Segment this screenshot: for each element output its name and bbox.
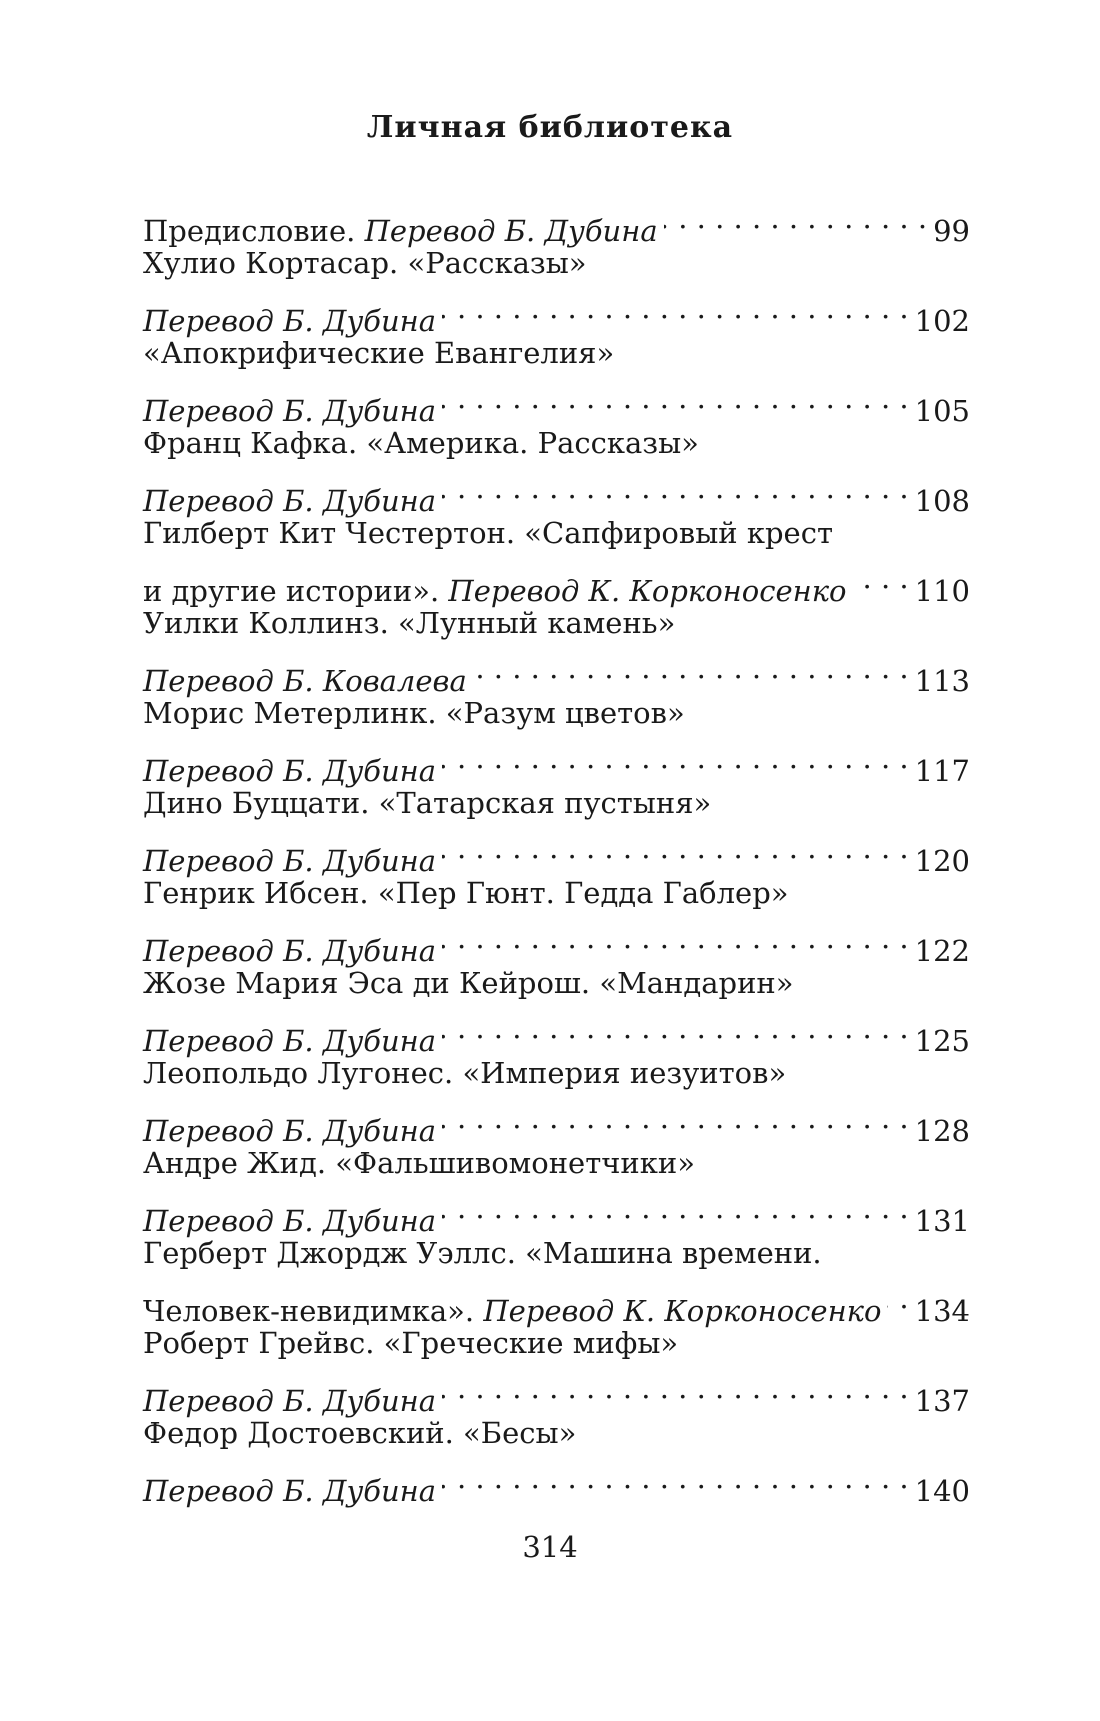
toc-entry-page: 140 — [914, 1474, 970, 1508]
toc-entry-title: Гилберт Кит Честертон. «Сапфировый крест — [143, 516, 833, 550]
toc-entry-translator: Перевод Б. Дубина — [143, 1204, 437, 1238]
toc-entry-title-line — [143, 781, 970, 826]
toc-entry-translator: Перевод Б. Ковалева — [143, 664, 467, 698]
toc-entry-leader-line — [143, 646, 970, 698]
toc-entry-leader-line — [143, 196, 970, 248]
toc-entry — [143, 1051, 970, 1148]
dot-leader — [664, 196, 927, 241]
toc-entry-text: Предисловие. — [143, 214, 356, 248]
toc-entry — [143, 241, 970, 338]
dot-leader — [853, 556, 909, 601]
toc-entry-title: «Апокрифические Евангелия» — [143, 336, 615, 370]
toc-entry-translator: Перевод Б. Дубина — [143, 844, 437, 878]
toc-entry-page: 110 — [914, 574, 970, 608]
dot-leader — [473, 646, 909, 691]
toc-entry — [143, 1321, 970, 1418]
toc-entry-page: 125 — [914, 1024, 970, 1058]
toc-entry-leader-line — [143, 466, 970, 518]
toc-entry — [143, 511, 970, 608]
toc-entry-leader-line — [143, 1096, 970, 1148]
toc-entry — [143, 781, 970, 878]
dot-leader — [887, 1276, 908, 1321]
table-of-contents — [143, 196, 970, 1508]
toc-entry-title: Федор Достоевский. «Бесы» — [143, 1416, 577, 1450]
toc-entry-translator: Перевод Б. Дубина — [143, 484, 437, 518]
toc-entry-translator: Перевод Б. Дубина — [143, 1024, 437, 1058]
toc-entry-translator: Перевод Б. Дубина — [143, 1114, 437, 1148]
toc-entry-title: Морис Метерлинк. «Разум цветов» — [143, 696, 685, 730]
toc-entry-page: 131 — [914, 1204, 970, 1238]
toc-entry — [143, 871, 970, 968]
toc-entry-title-line — [143, 691, 970, 736]
toc-entry-leader-line — [143, 826, 970, 878]
toc-entry-page: 113 — [914, 664, 970, 698]
toc-entry-leader-line — [143, 1006, 970, 1058]
toc-entry-title-line — [143, 331, 970, 376]
toc-entry-page: 105 — [914, 394, 970, 428]
toc-entry-page: 137 — [914, 1384, 970, 1418]
toc-entry-title-line — [143, 421, 970, 466]
toc-entry — [143, 331, 970, 428]
toc-entry-title-line — [143, 1051, 970, 1096]
toc-entry-page: 120 — [914, 844, 970, 878]
toc-entry-page: 122 — [914, 934, 970, 968]
toc-entry-leader-line — [143, 1276, 970, 1328]
toc-entry-leader-line — [143, 1186, 970, 1238]
toc-entry — [143, 421, 970, 518]
toc-entry-leader-line — [143, 736, 970, 788]
page-number: 314 — [522, 1530, 578, 1564]
toc-entry-leader-line — [143, 1456, 970, 1508]
toc-entry-page: 134 — [914, 1294, 970, 1328]
toc-entry-title-line — [143, 871, 970, 916]
dot-leader — [442, 1006, 909, 1051]
toc-entry-translator: Перевод Б. Дубина — [143, 1474, 437, 1508]
toc-entry-translator: Перевод Б. Дубина — [143, 934, 437, 968]
toc-entry-translator: Перевод К. Корконосенко — [448, 574, 847, 608]
toc-entry-title-line — [143, 961, 970, 1006]
toc-entry — [143, 961, 970, 1058]
toc-entry-translator: Перевод Б. Дубина — [143, 304, 437, 338]
toc-entry-text: Человек-невидимка». — [143, 1294, 475, 1328]
toc-entry-title-line — [143, 1231, 970, 1276]
toc-entry-title: Дино Буццати. «Татарская пустыня» — [143, 786, 712, 820]
toc-entry-title-line — [143, 1411, 970, 1456]
toc-entry-leader-line — [143, 916, 970, 968]
toc-entry — [143, 196, 970, 248]
toc-entry-page: 117 — [914, 754, 970, 788]
toc-entry-page: 108 — [914, 484, 970, 518]
toc-entry-title-line — [143, 1141, 970, 1186]
toc-entry — [143, 1411, 970, 1508]
toc-entry-title: Андре Жид. «Фальшивомонетчики» — [143, 1146, 695, 1180]
dot-leader — [442, 826, 909, 871]
dot-leader — [442, 1186, 909, 1231]
dot-leader — [442, 466, 909, 511]
toc-entry-title: Уилки Коллинз. «Лунный камень» — [143, 606, 676, 640]
toc-entry-page: 99 — [933, 214, 970, 248]
dot-leader — [442, 1366, 909, 1411]
toc-entry-translator: Перевод Б. Дубина — [143, 1384, 437, 1418]
toc-entry-translator: Перевод Б. Дубина — [143, 394, 437, 428]
toc-entry-text: и другие истории». — [143, 574, 440, 608]
dot-leader — [442, 376, 909, 421]
toc-entry — [143, 1231, 970, 1328]
dot-leader — [442, 1456, 909, 1501]
toc-entry — [143, 691, 970, 788]
dot-leader — [442, 736, 909, 781]
toc-entry-title: Роберт Грейвс. «Греческие мифы» — [143, 1326, 679, 1360]
toc-entry-title-line — [143, 511, 970, 556]
dot-leader — [442, 286, 909, 331]
toc-entry-title: Франц Кафка. «Америка. Рассказы» — [143, 426, 699, 460]
toc-entry-title: Леопольдо Лугонес. «Империя иезуитов» — [143, 1056, 787, 1090]
toc-entry-title: Хулио Кортасар. «Рассказы» — [143, 246, 587, 280]
toc-entry-leader-line — [143, 556, 970, 608]
toc-entry-translator: Перевод Б. Дубина — [364, 214, 658, 248]
toc-entry-leader-line — [143, 286, 970, 338]
toc-entry-translator: Перевод К. Корконосенко — [483, 1294, 882, 1328]
toc-entry-page: 102 — [914, 304, 970, 338]
toc-entry-title: Герберт Джордж Уэллс. «Машина времени. — [143, 1236, 822, 1270]
toc-entry — [143, 1141, 970, 1238]
toc-entry-leader-line — [143, 1366, 970, 1418]
toc-entry-title: Генрик Ибсен. «Пер Гюнт. Гедда Габлер» — [143, 876, 789, 910]
toc-entry-translator: Перевод Б. Дубина — [143, 754, 437, 788]
toc-entry-leader-line — [143, 376, 970, 428]
toc-entry — [143, 601, 970, 698]
dot-leader — [442, 1096, 909, 1141]
toc-entry-title: Жозе Мария Эса ди Кейрош. «Мандарин» — [143, 966, 794, 1000]
toc-entry-page: 128 — [914, 1114, 970, 1148]
dot-leader — [442, 916, 909, 961]
page-title: Личная библиотека — [366, 110, 734, 145]
toc-entry-title-line — [143, 241, 970, 286]
